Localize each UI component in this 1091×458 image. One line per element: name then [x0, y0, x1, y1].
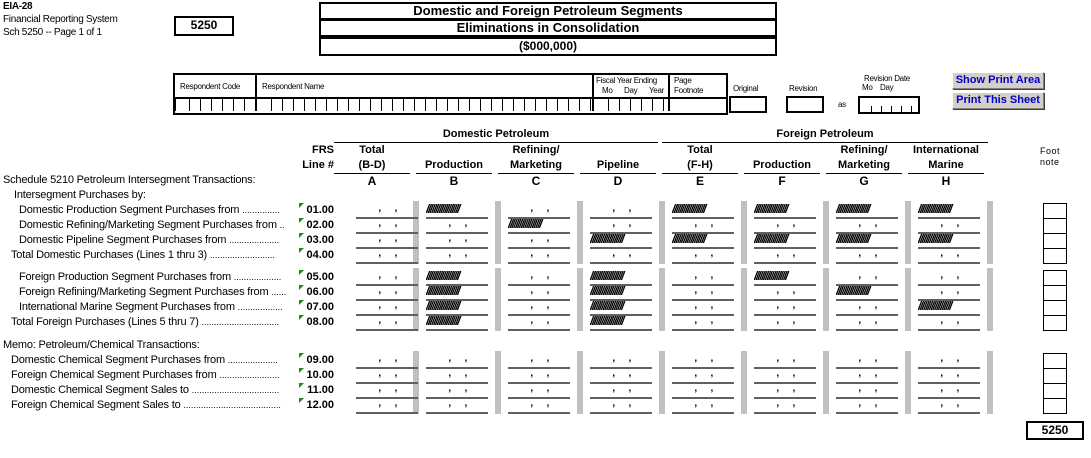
fiscal-year-input[interactable]	[594, 99, 670, 111]
revision-date-mo-label: Mo	[862, 83, 873, 92]
row-label	[11, 368, 296, 383]
cell-input-g[interactable]	[836, 353, 898, 369]
frs-line-number: 09.00	[306, 354, 334, 366]
row-label-text: Total Domestic Purchases (Lines 1 thru 3)	[11, 249, 207, 261]
column-separator	[823, 268, 829, 331]
respondent-code-input[interactable]	[175, 99, 257, 111]
column-header-line3-f: Production	[744, 158, 820, 174]
column-separator	[577, 201, 583, 264]
revision-label: Revision	[789, 84, 818, 93]
column-header-line2-e: Total	[687, 144, 713, 156]
column-letter-d: D	[613, 174, 623, 188]
row-label	[19, 285, 296, 300]
frs-line-number: 12.00	[306, 399, 334, 411]
footnote-input[interactable]	[1043, 383, 1067, 399]
cell-input-e[interactable]	[672, 353, 734, 369]
memo-section-title: Memo: Petroleum/Chemical Transactions:	[3, 339, 200, 351]
row-label-dots: ....................	[227, 355, 278, 365]
cell-input-e[interactable]	[672, 300, 734, 316]
row-label-dots: ........................	[219, 370, 280, 380]
column-header-line3-g: Marketing	[826, 158, 902, 174]
fiscal-year-sub-label: Year	[649, 86, 664, 95]
column-header-line2-h: International	[912, 144, 979, 156]
footnote-input[interactable]	[1043, 398, 1067, 414]
cell-input-f[interactable]	[754, 300, 816, 316]
frs-line-number: 02.00	[306, 219, 334, 231]
cell-input-c[interactable]	[508, 285, 570, 301]
frs-line-number: 07.00	[306, 301, 334, 313]
cell-input-c[interactable]	[508, 300, 570, 316]
row-label	[11, 315, 296, 330]
revision-date-label: Revision Date	[864, 74, 910, 83]
column-separator	[495, 351, 501, 414]
cell-input-f[interactable]	[754, 315, 816, 331]
cell-input-e[interactable]	[672, 248, 734, 264]
column-letter-e: E	[695, 174, 704, 188]
fiscal-year-label: Fiscal Year Ending	[596, 76, 657, 85]
revision-date-day-label: Day	[880, 83, 894, 92]
row-label-text: Foreign Production Segment Purchases from	[19, 271, 231, 283]
footnote-input[interactable]	[1043, 368, 1067, 384]
cell-input-c[interactable]	[508, 353, 570, 369]
footnote-column-label: Foot note	[1040, 146, 1061, 167]
cell-disabled-hatched: //////////////////	[426, 300, 488, 316]
cell-input-f[interactable]	[754, 368, 816, 384]
cell-input-a[interactable]	[356, 270, 418, 286]
revision-input[interactable]	[786, 96, 824, 113]
cell-input-c[interactable]	[508, 315, 570, 331]
row-label	[19, 300, 296, 315]
respondent-name-label: Respondent Name	[262, 82, 325, 91]
row-label	[19, 218, 296, 233]
column-letter-f: F	[778, 174, 786, 188]
cell-input-h[interactable]	[918, 368, 980, 384]
cell-input-b[interactable]	[426, 398, 488, 414]
row-label-text: Domestic Refining/Marketing Segment Purchases from	[19, 219, 277, 231]
row-label-dots: ..................	[237, 302, 283, 312]
form-schedule-page: Sch 5250 -- Page 1 of 1	[3, 27, 102, 38]
frs-label-1: FRS	[312, 144, 334, 156]
cell-disabled-hatched: //////////////////	[426, 315, 488, 331]
column-separator	[987, 351, 993, 414]
cell-disabled-hatched: //////////////////	[754, 203, 816, 219]
cell-input-g[interactable]	[836, 398, 898, 414]
cell-disabled-hatched: //////////////////	[836, 233, 898, 249]
row-label	[19, 203, 296, 218]
column-separator	[987, 201, 993, 264]
cell-input-a[interactable]	[356, 398, 418, 414]
column-letter-a: A	[367, 174, 377, 188]
column-letter-b: B	[449, 174, 459, 188]
column-separator	[987, 268, 993, 331]
cell-input-a[interactable]	[356, 248, 418, 264]
cell-input-e[interactable]	[672, 383, 734, 399]
frs-label-2: Line #	[302, 159, 334, 171]
title-line-2: Eliminations in Consolidation	[319, 19, 777, 37]
cell-input-h[interactable]	[918, 398, 980, 414]
footnote-input[interactable]	[1043, 285, 1067, 301]
cell-input-e[interactable]	[672, 368, 734, 384]
cell-input-a[interactable]	[356, 203, 418, 219]
frs-line-number: 11.00	[307, 384, 334, 396]
original-label: Original	[733, 84, 759, 93]
cell-input-c[interactable]	[508, 398, 570, 414]
column-header-line2-a: Total	[359, 144, 385, 156]
cell-input-h[interactable]	[918, 248, 980, 264]
page-footnote-label-2: Footnote	[674, 86, 704, 95]
cell-input-c[interactable]	[508, 368, 570, 384]
cell-input-a[interactable]	[356, 383, 418, 399]
respondent-code-label: Respondent Code	[180, 82, 240, 91]
cell-input-e[interactable]	[672, 285, 734, 301]
schedule-code-box: 5250	[174, 16, 234, 36]
frs-line-number: 05.00	[306, 271, 334, 283]
cell-input-d[interactable]	[590, 398, 652, 414]
row-label-dots: ...................	[233, 272, 282, 282]
footnote-input[interactable]	[1043, 315, 1067, 331]
respondent-name-input[interactable]	[257, 99, 594, 111]
column-header-line3-h: Marine	[908, 158, 984, 174]
cell-disabled-hatched: //////////////////	[672, 233, 734, 249]
column-separator	[905, 351, 911, 414]
row-label-text: Domestic Chemical Segment Sales to	[11, 384, 189, 396]
row-label-text: Foreign Chemical Segment Purchases from	[11, 369, 217, 381]
cell-input-a[interactable]	[356, 368, 418, 384]
frs-line-number: 01.00	[306, 204, 334, 216]
cell-input-g[interactable]	[836, 218, 898, 234]
cell-disabled-hatched: //////////////////	[918, 203, 980, 219]
column-letter-g: G	[859, 174, 869, 188]
row-label-dots: ..	[279, 220, 285, 230]
cell-input-c[interactable]	[508, 203, 570, 219]
page-footnote-label-1: Page	[674, 76, 692, 85]
cell-input-a[interactable]	[356, 315, 418, 331]
column-header-line2-g: Refining/	[840, 144, 888, 156]
column-separator	[905, 268, 911, 331]
column-separator	[495, 268, 501, 331]
cell-input-d[interactable]	[590, 383, 652, 399]
cell-input-f[interactable]	[754, 383, 816, 399]
column-separator	[577, 268, 583, 331]
page-footnote-input[interactable]	[670, 99, 726, 111]
foreign-petroleum-group: Foreign Petroleum	[662, 127, 988, 143]
cell-disabled-hatched: //////////////////	[590, 315, 652, 331]
cell-input-g[interactable]	[836, 300, 898, 316]
column-separator	[659, 351, 665, 414]
column-letter-h: H	[941, 174, 951, 188]
row-label-dots: .......................................	[183, 400, 281, 410]
cell-input-d[interactable]	[590, 248, 652, 264]
revision-date-input[interactable]	[858, 96, 920, 114]
intersegment-subtitle: Intersegment Purchases by:	[14, 189, 146, 201]
cell-input-d[interactable]	[590, 368, 652, 384]
column-separator	[823, 201, 829, 264]
cell-input-e[interactable]	[672, 398, 734, 414]
cell-input-c[interactable]	[508, 383, 570, 399]
footnote-input[interactable]	[1043, 353, 1067, 369]
row-label	[19, 270, 296, 285]
cell-input-c[interactable]	[508, 233, 570, 249]
cell-input-e[interactable]	[672, 315, 734, 331]
row-label-text: Domestic Chemical Segment Purchases from	[11, 354, 225, 366]
cell-input-f[interactable]	[754, 398, 816, 414]
form-id: EIA-28	[3, 1, 33, 12]
frs-line-number: 04.00	[306, 249, 334, 261]
footnote-input[interactable]	[1043, 270, 1067, 286]
cell-input-f[interactable]	[754, 285, 816, 301]
as-label: as	[838, 100, 846, 109]
row-label-dots: ...............	[242, 205, 280, 215]
frs-line-number: 06.00	[306, 286, 334, 298]
cell-input-f[interactable]	[754, 353, 816, 369]
fiscal-mo-label: Mo	[602, 86, 613, 95]
frs-line-number: 08.00	[306, 316, 334, 328]
print-this-sheet-button[interactable]: Print This Sheet	[952, 92, 1044, 109]
row-label-text: Domestic Production Segment Purchases from	[19, 204, 240, 216]
cell-disabled-hatched: //////////////////	[918, 233, 980, 249]
column-separator	[741, 351, 747, 414]
cell-input-b[interactable]	[426, 233, 488, 249]
cell-disabled-hatched: //////////////////	[590, 300, 652, 316]
frs-line-number: 03.00	[306, 234, 334, 246]
title-line-3: ($000,000)	[319, 37, 777, 56]
cell-input-g[interactable]	[836, 270, 898, 286]
schedule-section-title: Schedule 5210 Petroleum Intersegment Transactions:	[3, 174, 256, 186]
cell-input-g[interactable]	[836, 315, 898, 331]
bottom-schedule-code-box: 5250	[1026, 421, 1084, 440]
cell-input-a[interactable]	[356, 233, 418, 249]
cell-disabled-hatched: //////////////////	[590, 285, 652, 301]
column-header-line2-c: Refining/	[512, 144, 560, 156]
footnote-input[interactable]	[1043, 203, 1067, 219]
cell-input-f[interactable]	[754, 218, 816, 234]
cell-input-d[interactable]	[590, 218, 652, 234]
row-label-text: Foreign Refining/Marketing Segment Purchases from	[19, 286, 269, 298]
cell-input-b[interactable]	[426, 368, 488, 384]
cell-disabled-hatched: //////////////////	[590, 233, 652, 249]
column-letter-c: C	[531, 174, 541, 188]
cell-input-a[interactable]	[356, 218, 418, 234]
respondent-header	[173, 73, 728, 115]
row-label-dots: ...................................	[191, 385, 280, 395]
row-label	[11, 383, 296, 398]
row-label	[11, 353, 296, 368]
row-label-dots: ......	[271, 287, 287, 297]
row-label-dots: ....................	[229, 235, 280, 245]
title-line-1: Domestic and Foreign Petroleum Segments	[319, 2, 777, 20]
cell-disabled-hatched: //////////////////	[918, 300, 980, 316]
cell-input-e[interactable]	[672, 270, 734, 286]
footnote-input[interactable]	[1043, 233, 1067, 249]
cell-input-h[interactable]	[918, 353, 980, 369]
column-header-line3-e: (F-H)	[662, 158, 738, 174]
column-separator	[741, 201, 747, 264]
footnote-input[interactable]	[1043, 218, 1067, 234]
cell-disabled-hatched: //////////////////	[426, 203, 488, 219]
original-input[interactable]	[729, 96, 767, 113]
row-label	[19, 233, 296, 248]
footnote-input[interactable]	[1043, 248, 1067, 264]
cell-input-g[interactable]	[836, 368, 898, 384]
cell-input-d[interactable]	[590, 353, 652, 369]
cell-disabled-hatched: //////////////////	[836, 285, 898, 301]
cell-input-a[interactable]	[356, 300, 418, 316]
row-label-dots: ..........................	[209, 250, 275, 260]
cell-input-d[interactable]	[590, 203, 652, 219]
cell-input-h[interactable]	[918, 285, 980, 301]
cell-input-f[interactable]	[754, 248, 816, 264]
cell-input-h[interactable]	[918, 383, 980, 399]
row-label-text: Total Foreign Purchases (Lines 5 thru 7)	[11, 316, 199, 328]
domestic-petroleum-group: Domestic Petroleum	[334, 127, 658, 143]
cell-input-a[interactable]	[356, 285, 418, 301]
show-print-area-button[interactable]: Show Print Area	[952, 72, 1044, 89]
fiscal-day-label: Day	[624, 86, 638, 95]
column-separator	[577, 351, 583, 414]
column-header-line3-c: Marketing	[498, 158, 574, 174]
cell-input-h[interactable]	[918, 315, 980, 331]
form-system: Financial Reporting System	[3, 14, 118, 25]
cell-disabled-hatched: //////////////////	[672, 203, 734, 219]
cell-input-b[interactable]	[426, 248, 488, 264]
cell-input-h[interactable]	[918, 270, 980, 286]
cell-disabled-hatched: //////////////////	[508, 218, 570, 234]
column-header-line3-b: Production	[416, 158, 492, 174]
row-label-text: Domestic Pipeline Segment Purchases from	[19, 234, 227, 246]
cell-input-b[interactable]	[426, 383, 488, 399]
column-separator	[495, 201, 501, 264]
cell-disabled-hatched: //////////////////	[754, 270, 816, 286]
cell-disabled-hatched: //////////////////	[426, 270, 488, 286]
cell-input-c[interactable]	[508, 248, 570, 264]
column-separator	[659, 268, 665, 331]
frs-line-number: 10.00	[306, 369, 334, 381]
column-separator	[905, 201, 911, 264]
row-label-text: Foreign Chemical Segment Sales to	[11, 399, 181, 411]
cell-input-g[interactable]	[836, 248, 898, 264]
column-header-line3-a: (B-D)	[334, 158, 410, 174]
cell-disabled-hatched: //////////////////	[836, 203, 898, 219]
cell-input-c[interactable]	[508, 270, 570, 286]
cell-disabled-hatched: //////////////////	[754, 233, 816, 249]
row-label-dots: ...............................	[201, 317, 280, 327]
cell-input-h[interactable]	[918, 218, 980, 234]
row-label	[11, 248, 296, 263]
cell-input-e[interactable]	[672, 218, 734, 234]
cell-input-b[interactable]	[426, 353, 488, 369]
row-label	[11, 398, 296, 413]
row-label-text: International Marine Segment Purchases from	[19, 301, 235, 313]
cell-input-b[interactable]	[426, 218, 488, 234]
column-separator	[741, 268, 747, 331]
cell-input-a[interactable]	[356, 353, 418, 369]
column-header-line3-d: Pipeline	[580, 158, 656, 174]
cell-disabled-hatched: //////////////////	[590, 270, 652, 286]
column-separator	[823, 351, 829, 414]
cell-disabled-hatched: //////////////////	[426, 285, 488, 301]
footnote-input[interactable]	[1043, 300, 1067, 316]
column-separator	[659, 201, 665, 264]
cell-input-g[interactable]	[836, 383, 898, 399]
